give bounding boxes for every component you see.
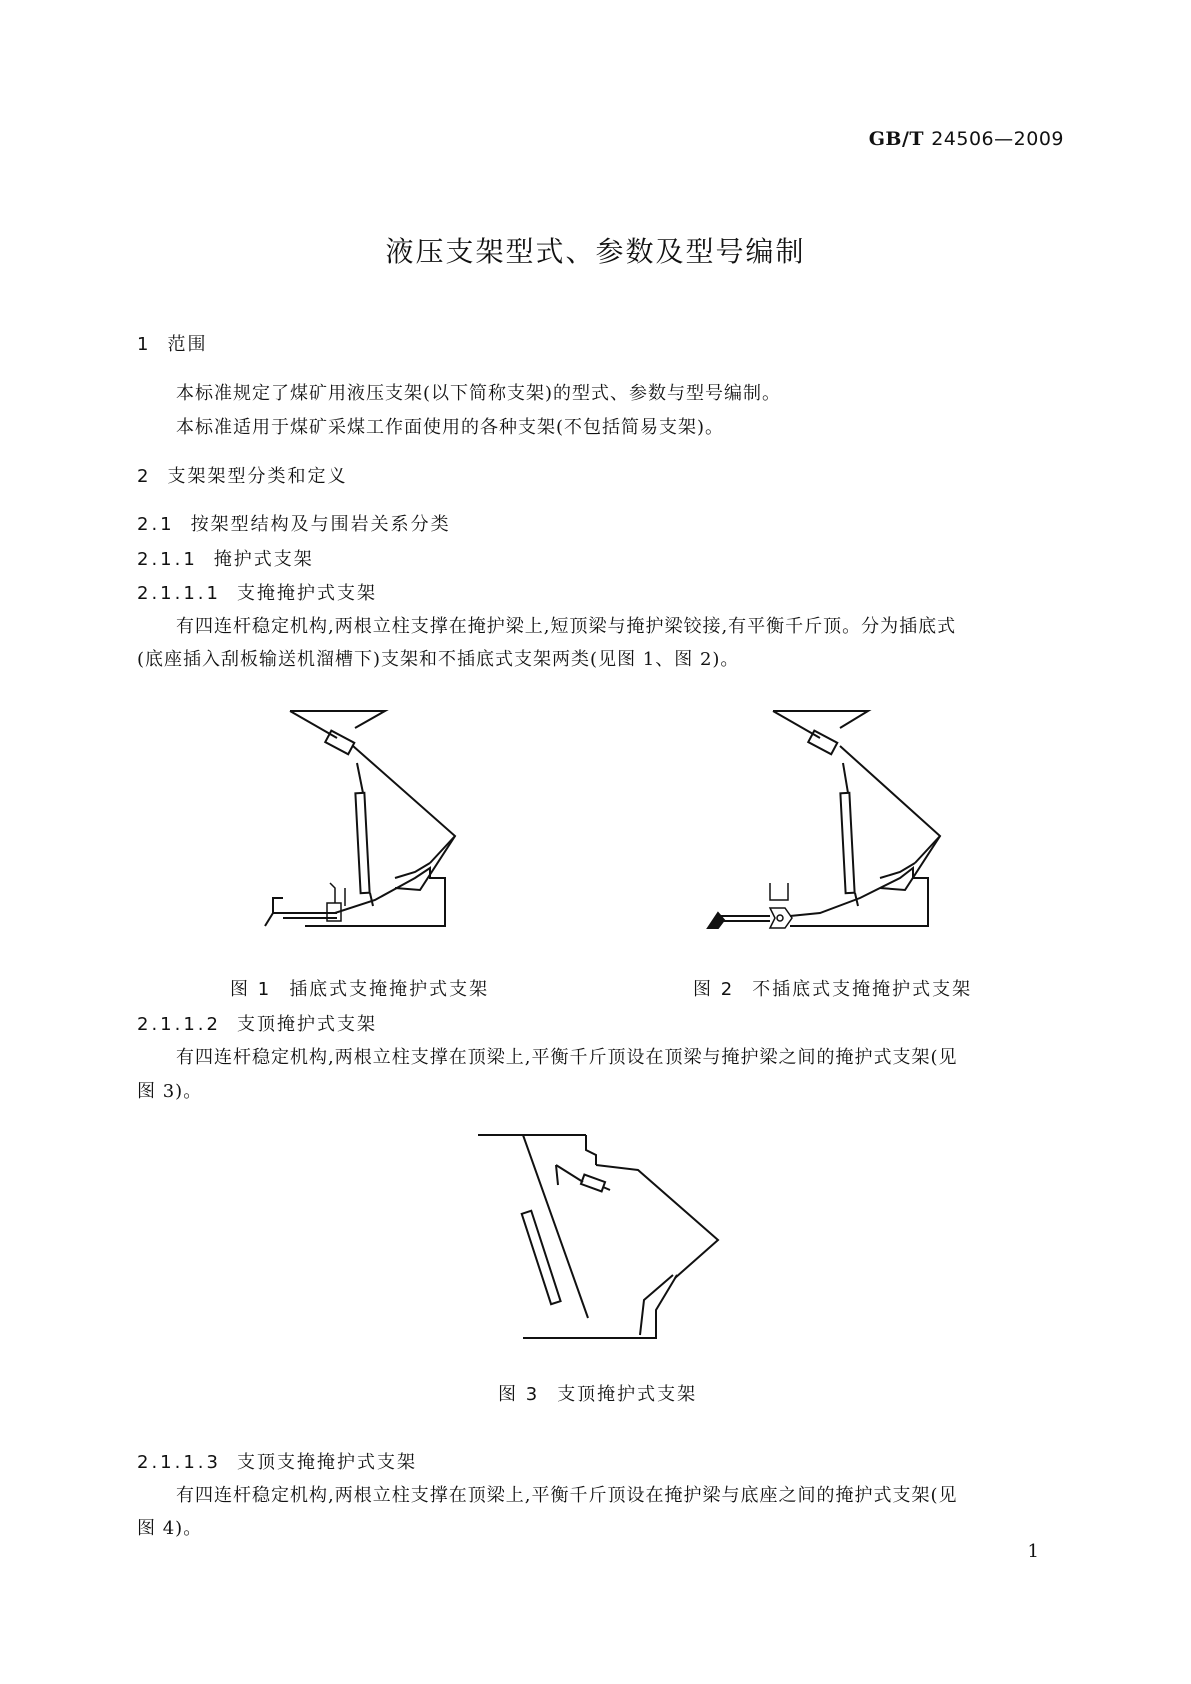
section-title: 按架型结构及与围岩关系分类	[190, 514, 451, 535]
paragraph: 图 4)。	[137, 1518, 203, 1539]
figure-title: 不插底式支掩掩护式支架	[752, 979, 973, 1000]
section-title: 支掩掩护式支架	[236, 583, 377, 604]
paragraph: (底座插入刮板输送机溜槽下)支架和不插底式支架两类(见图 1、图 2)。	[137, 649, 740, 670]
figure-number: 图 2	[693, 979, 735, 1000]
paragraph: 图 3)。	[137, 1081, 203, 1102]
paragraph: 本标准适用于煤矿采煤工作面使用的各种支架(不包括简易支架)。	[176, 417, 725, 438]
base	[790, 868, 928, 926]
section-number: 1	[137, 334, 152, 355]
section-number: 2.1.1	[137, 549, 198, 570]
section-title: 支顶支掩掩护式支架	[236, 1452, 417, 1473]
base	[540, 1275, 677, 1338]
leg-cylinder	[355, 793, 369, 893]
shield-beam	[840, 746, 940, 890]
section-1-heading	[137, 330, 207, 356]
standard-code-number: 24506—2009	[931, 128, 1064, 150]
section-number: 2.1.1.2	[137, 1014, 221, 1035]
paragraph: 有四连杆稳定机构,两根立柱支撑在顶梁上,平衡千斤顶设在掩护梁与底座之间的掩护式支架(见	[176, 1485, 958, 1506]
section-number: 2.1.1.3	[137, 1452, 221, 1473]
standard-code	[869, 128, 1064, 150]
section-2-1-1-1-heading	[137, 579, 377, 605]
section-title: 支架架型分类和定义	[167, 466, 348, 487]
section-title: 范围	[167, 334, 208, 355]
leg-cylinder	[840, 793, 854, 893]
figure-title: 支顶掩护式支架	[557, 1384, 698, 1405]
figure-3-drawing	[478, 1130, 728, 1350]
section-title: 掩护式支架	[213, 549, 314, 570]
document-title: 液压支架型式、参数及型号编制	[385, 235, 806, 268]
figure-number: 图 3	[498, 1384, 540, 1405]
paragraph: 有四连杆稳定机构,两根立柱支撑在掩护梁上,短顶梁与掩护梁铰接,有平衡千斤顶。分为插底式	[176, 616, 957, 637]
canopy-jack	[808, 731, 837, 755]
figure-2-caption	[693, 975, 972, 1001]
figure-3-caption	[498, 1380, 697, 1406]
canopy-jack	[325, 731, 354, 755]
section-2-heading	[137, 462, 347, 488]
figure-number: 图 1	[230, 979, 272, 1000]
section-number: 2.1	[137, 514, 175, 535]
figure-2-drawing	[700, 708, 940, 933]
page-number: 1	[1027, 1541, 1039, 1562]
section-2-1-1-heading	[137, 545, 314, 571]
section-number: 2	[137, 466, 152, 487]
section-title: 支顶掩护式支架	[236, 1014, 377, 1035]
paragraph: 本标准规定了煤矿用液压支架(以下简称支架)的型式、参数与型号编制。	[176, 383, 782, 404]
section-number: 2.1.1.1	[137, 583, 221, 604]
standard-code-prefix: GB/T	[868, 128, 925, 150]
figure-1-drawing	[255, 708, 465, 933]
section-2-1-1-3-heading	[137, 1448, 417, 1474]
section-2-1-heading	[137, 510, 451, 536]
shield-beam	[523, 1135, 588, 1318]
balance-jack	[581, 1175, 605, 1192]
section-2-1-1-2-heading	[137, 1010, 377, 1036]
figure-1-caption	[230, 975, 489, 1001]
figure-title: 插底式支掩掩护式支架	[289, 979, 490, 1000]
paragraph: 有四连杆稳定机构,两根立柱支撑在顶梁上,平衡千斤顶设在顶梁与掩护梁之间的掩护式支架(见	[176, 1047, 958, 1068]
